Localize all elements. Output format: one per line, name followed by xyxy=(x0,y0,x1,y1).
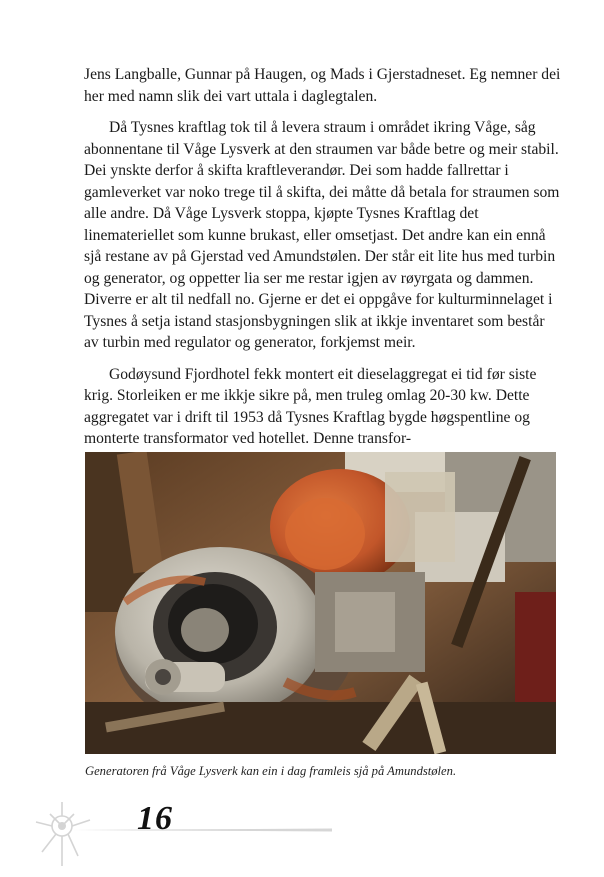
paragraph-3: Godøysund Fjordhotel fekk montert eit dieselaggregat ei tid før siste krig. Storleiken er me ikkje sikre på, men truleg omlag 20-30 kw. Dette aggregatet var i drift til 1953 då Tysnes Kraftlag bygde høgspentline og monterte transformator ved hotellet. Denne transfor- xyxy=(84,365,537,447)
footer-rule xyxy=(72,820,332,826)
photo-caption: Generatoren frå Våge Lysverk kan ein i dag framleis sjå på Amundstølen. xyxy=(85,764,457,778)
paragraph-1: Jens Langballe, Gunnar på Haugen, og Mads i Gjerstadneset. Eg nemner dei her med namn slik dei vart uttala i daglegtalen. xyxy=(84,66,561,105)
paragraph-2: Då Tysnes kraftlag tok til å levera straum i området ikring Våge, såg abonnentane til Våge Lysverk at den straumen var både betre og meir stabil. Dei ynskte derfor å skifta kraftleverandør. Dei som hadde fallrettar i gamleverket var noko trege til å skifta, dei måtte då betala for straumen som alle andre. Då Våge Lysverk stoppa, kjøpte Tysnes Kraftlag det linemateriellet som kunne brukast, eller omsetjast. Det andre kan ein ennå sjå restane av på Gjerstad ved Amundstølen. Der står eit lite hus med turbin og generator, og oppetter lia ser me restar igjen av røyrgata og dammen. Diverre er alt til nedfall no. Gjerne er det ei oppgåve for kulturminnelaget i Tysnes å setja istand stasjonsbygningen slik at ikkje inventaret som består av turbin med regulator og generator, forkjemst meir. xyxy=(84,119,560,351)
generator-photo xyxy=(85,452,556,754)
body-text xyxy=(84,64,562,460)
page-number: 16 xyxy=(137,800,173,837)
generator-illustration xyxy=(85,452,556,754)
